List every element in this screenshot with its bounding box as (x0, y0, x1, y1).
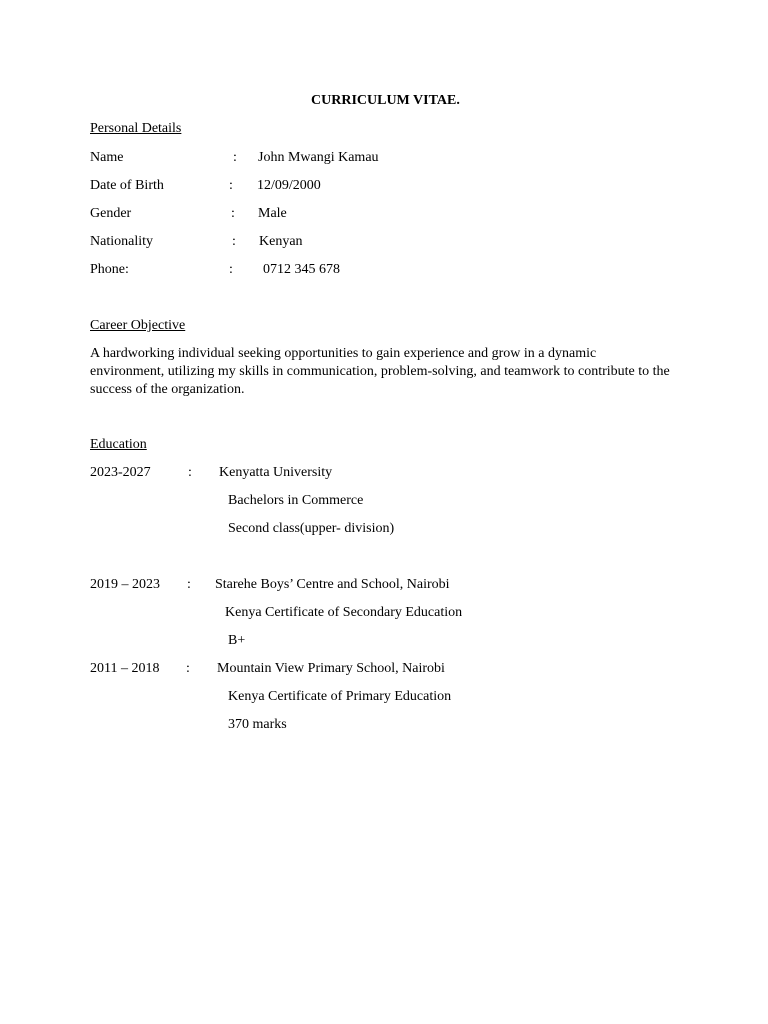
education-separator: : (187, 577, 191, 592)
dob-value: 12/09/2000 (257, 178, 321, 193)
nationality-separator: : (232, 234, 236, 249)
career-objective-heading: Career Objective (90, 318, 186, 333)
education-qualification: Kenya Certificate of Primary Education (228, 689, 452, 704)
education-separator: : (186, 661, 190, 676)
dob-separator: : (229, 178, 233, 193)
education-result: 370 marks (228, 717, 287, 732)
gender-label: Gender (90, 206, 132, 221)
education-school: Starehe Boys’ Centre and School, Nairobi (215, 577, 450, 592)
career-objective-text: A hardworking individual seeking opportunities to gain experience and grow in a dynamic environment, utilizing my skills in communication, problem-solving, and teamwork to contribute to the success of the organization. (90, 346, 670, 397)
name-value: John Mwangi Kamau (258, 150, 379, 165)
phone-separator: : (229, 262, 233, 277)
document-title: CURRICULUM VITAE. (311, 93, 460, 108)
education-qualification: Kenya Certificate of Secondary Education (225, 605, 463, 620)
name-label: Name (90, 150, 124, 165)
phone-value: 0712 345 678 (263, 262, 340, 277)
nationality-value: Kenyan (259, 234, 303, 249)
gender-separator: : (231, 206, 235, 221)
education-heading: Education (90, 437, 147, 452)
education-school: Mountain View Primary School, Nairobi (217, 661, 445, 676)
education-school: Kenyatta University (219, 465, 333, 480)
education-separator: : (188, 465, 192, 480)
education-years: 2023-2027 (90, 465, 151, 480)
education-qualification: Bachelors in Commerce (228, 493, 364, 508)
dob-label: Date of Birth (90, 178, 164, 193)
name-separator: : (233, 150, 237, 165)
education-years: 2019 – 2023 (90, 577, 160, 592)
personal-details-heading: Personal Details (90, 121, 182, 136)
phone-label: Phone: (90, 262, 129, 277)
education-result: Second class(upper- division) (228, 521, 395, 536)
gender-value: Male (258, 206, 287, 221)
education-result: B+ (228, 633, 246, 648)
nationality-label: Nationality (90, 234, 153, 249)
education-years: 2011 – 2018 (90, 661, 160, 676)
